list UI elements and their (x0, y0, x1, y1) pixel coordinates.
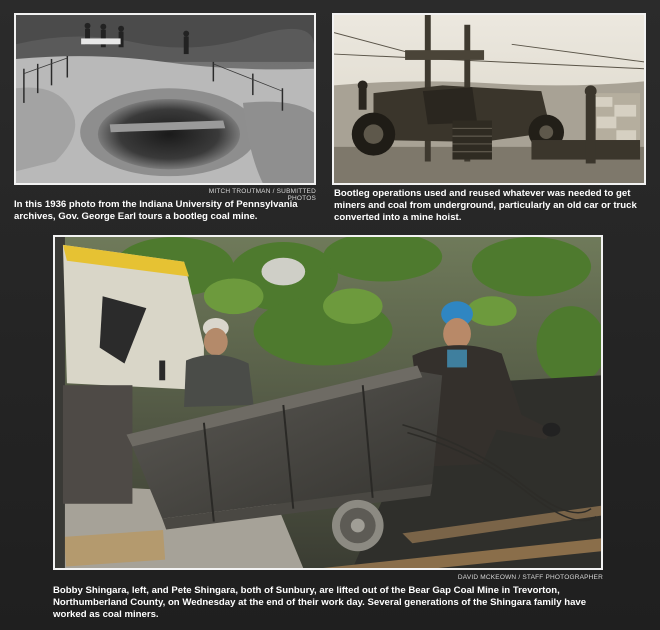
photo-1-credit: MITCH TROUTMAN / SUBMITTED PHOTOS (208, 188, 316, 202)
photo-bootleg-mine-pit (14, 13, 316, 185)
photo-mine-hoist (332, 13, 646, 185)
photo-2-image (334, 15, 644, 183)
photo-3-credit: DAVID MCKEOWN / STAFF PHOTOGRAPHER (457, 574, 603, 581)
photo-3-caption: Bobby Shingara, left, and Pete Shingara, both of Sunbury, are lifted out of the Bear Gap Coal Mine in Trevorton, Northumberland County, on Wednesday at the end of their work day. Several generations of the Shingara family have worked as coal miners. (53, 585, 587, 620)
photo-1-caption: In this 1936 photo from the Indiana University of Pennsylvania archives, Gov. George Earl tours a bootleg coal mine. (14, 199, 298, 222)
photo-3-image (55, 237, 601, 568)
photo-1-image (16, 15, 314, 183)
photo-2-caption: Bootleg operations used and reused whatever was needed to get miners and coal from underground, particularly an old car or truck converted into a mine hoist. (334, 188, 637, 223)
photo-miners-mine-car (53, 235, 603, 570)
